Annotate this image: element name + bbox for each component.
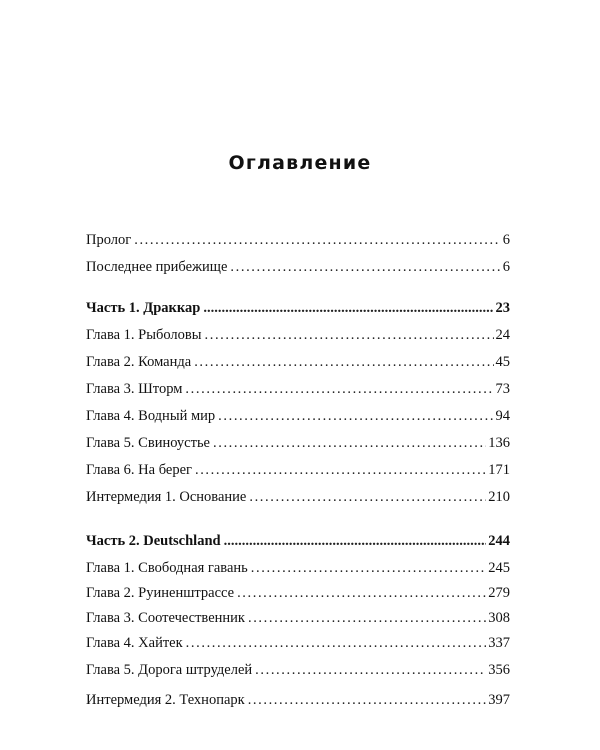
dot-leader — [237, 583, 486, 603]
toc-entry-page: 136 — [488, 435, 510, 451]
toc-entry-page: 337 — [488, 635, 510, 651]
dot-leader — [134, 230, 501, 250]
toc-entry-page: 210 — [488, 489, 510, 505]
toc-entry-page: 397 — [488, 692, 510, 708]
toc-entry-page: 308 — [488, 610, 510, 626]
toc-entry-label: Часть 1. Драккар — [86, 300, 201, 316]
toc-entry-page: 171 — [488, 462, 510, 478]
toc-entry-label: Пролог — [86, 232, 132, 248]
toc-entry-label: Глава 4. Хайтек — [86, 635, 183, 651]
dot-leader — [213, 433, 486, 453]
toc-entry-part2-chapter-2 — [86, 583, 510, 603]
dot-leader — [185, 379, 493, 399]
toc-part-2 — [86, 531, 510, 551]
toc-entry-label: Глава 1. Свободная гавань — [86, 560, 248, 576]
toc-entry-label: Глава 3. Соотечественник — [86, 610, 245, 626]
dot-leader — [255, 660, 486, 680]
toc-entry-page: 356 — [488, 662, 510, 678]
toc-entry-page: 244 — [488, 533, 510, 549]
toc-entry-label: Глава 4. Водный мир — [86, 408, 216, 424]
toc-entry-page: 245 — [488, 560, 510, 576]
toc-entry-page: 6 — [502, 232, 510, 248]
toc-entry-part2-chapter-4 — [86, 633, 510, 653]
toc-entry-page: 73 — [495, 381, 510, 397]
toc-entry-label: Глава 6. На берег — [86, 462, 192, 478]
dot-leader — [186, 633, 487, 653]
toc-entry-page: 94 — [495, 408, 510, 424]
toc-entry-label: Глава 5. Дорога штруделей — [86, 662, 253, 678]
toc-entry-label: Глава 5. Свиноустье — [86, 435, 210, 451]
toc-entry-part1-chapter-3 — [86, 379, 510, 399]
dot-leader — [248, 608, 486, 628]
toc-entry-part2-chapter-3 — [86, 608, 510, 628]
toc-entry-part1-chapter-2 — [86, 352, 510, 372]
toc-entry-interlude-1 — [86, 487, 510, 507]
page-title: Оглавление — [228, 152, 372, 174]
toc-entry-page: 24 — [495, 327, 510, 343]
dot-leader — [194, 352, 493, 372]
toc-entry-page: 279 — [488, 585, 510, 601]
toc-entry-label: Глава 3. Шторм — [86, 381, 183, 397]
dot-leader — [195, 460, 486, 480]
toc-entry-prologue — [86, 230, 510, 250]
dot-leader — [205, 325, 494, 345]
toc-entry-page: 23 — [495, 300, 510, 316]
toc-entry-page: 6 — [502, 259, 510, 275]
toc-entry-part1-chapter-6 — [86, 460, 510, 480]
toc-entry-part1-chapter-4 — [86, 406, 510, 426]
toc-entry-page: 45 — [495, 354, 510, 370]
dot-leader — [218, 406, 493, 426]
dot-leader — [251, 558, 486, 578]
toc-entry-part2-chapter-5 — [86, 660, 510, 680]
dot-leader — [224, 531, 487, 551]
dot-leader — [203, 298, 493, 318]
toc-entry-label: Часть 2. Deutschland — [86, 533, 221, 549]
toc-entry-label: Интермедия 2. Технопарк — [86, 692, 245, 708]
toc-entry-label: Глава 2. Руиненштрассе — [86, 585, 235, 601]
toc-entry-part2-chapter-1 — [86, 558, 510, 578]
dot-leader — [249, 487, 486, 507]
toc-entry-interlude-2 — [86, 690, 510, 710]
toc-entry-part1-chapter-1 — [86, 325, 510, 345]
toc-part-1 — [86, 298, 510, 318]
toc-entry-last-refuge — [86, 257, 510, 277]
toc-entry-label: Глава 1. Рыболовы — [86, 327, 202, 343]
dot-leader — [230, 257, 500, 277]
toc-entry-label: Глава 2. Команда — [86, 354, 192, 370]
toc-entry-label: Последнее прибежище — [86, 259, 228, 275]
dot-leader — [248, 690, 487, 710]
toc-entry-part1-chapter-5 — [86, 433, 510, 453]
toc-entry-label: Интермедия 1. Основание — [86, 489, 247, 505]
